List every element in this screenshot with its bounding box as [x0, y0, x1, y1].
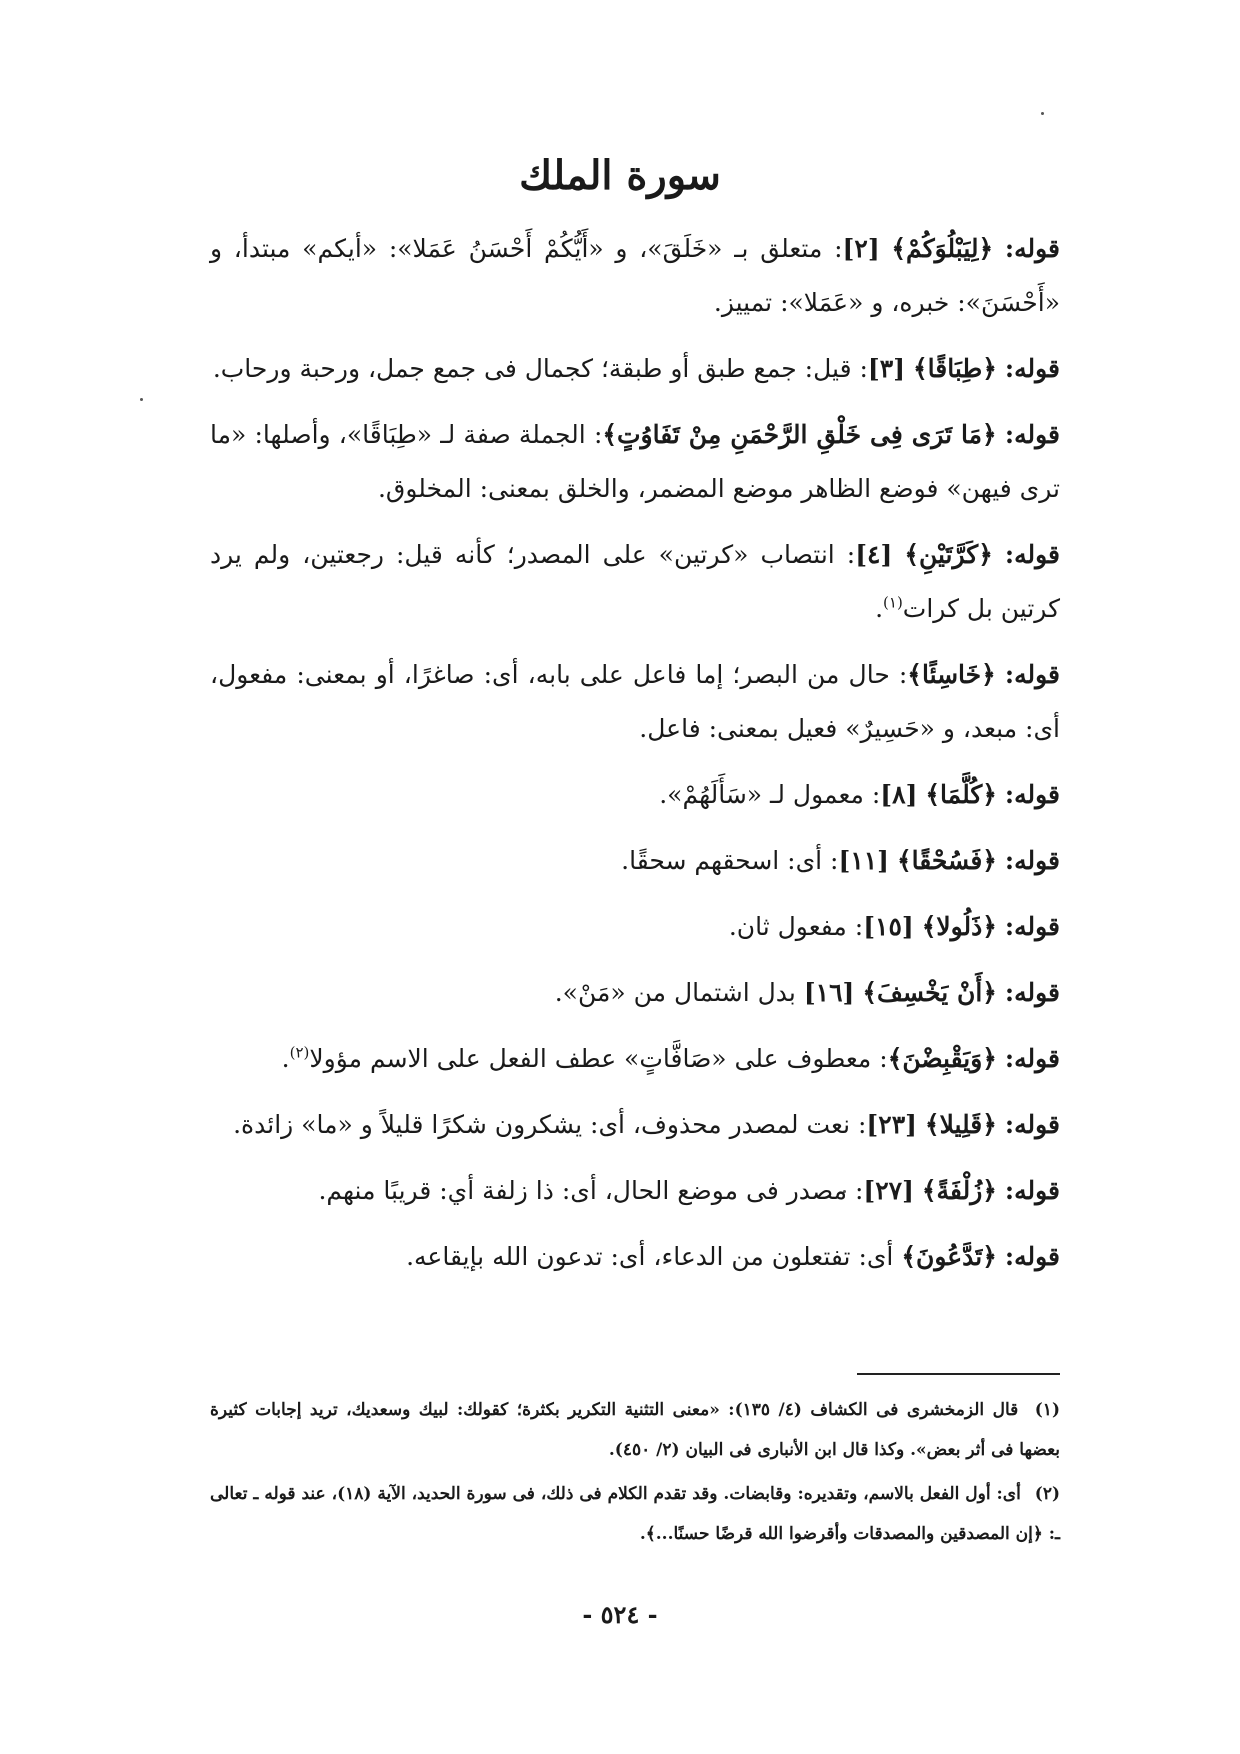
entry-keyword: قوله: [1004, 1044, 1060, 1073]
entry-text: : معطوف على «صَافَّاتٍ» عطف الفعل على الاسم مؤولا [309, 1044, 888, 1073]
entry-verse: ﴿فَسُحْقًا﴾ [896, 846, 997, 875]
footnote-text: قال الزمخشرى فى الكشاف (٤/ ١٣٥): «معنى التثنية التكرير بكثرة؛ كقولك: لبيك وسعديك، تريد إجابات كثيرة بعضها فى أثر بعض». وكذا قال ابن الأنبارى فى البيان (٢/ ٤٥٠). [210, 1400, 1060, 1460]
entry [210, 900, 1060, 954]
scan-speck [140, 398, 143, 401]
entry-verse: ﴿لِيَبْلُوَكُمْ﴾ [891, 234, 994, 263]
entry-keyword: قوله: [1004, 540, 1060, 569]
entry-verse: ﴿ذَلُولا﴾ [921, 912, 997, 941]
entry [210, 768, 1060, 822]
entry-text: : الجملة صفة لـ «طِبَاقًا»، وأصلها: «ما ترى فيهن» فوضع الظاهر موضع المضمر، والخلق بمعنى: المخلوق. [210, 420, 1060, 503]
entry-tail: . [875, 594, 884, 623]
entry-verse: ﴿مَا تَرَى فِى خَلْقِ الرَّحْمَنِ مِنْ تَفَاوُتٍ﴾ [602, 420, 997, 449]
surah-title: سورة الملك [519, 152, 721, 199]
entry-text: بدل اشتمال من «مَنْ». [554, 978, 804, 1007]
entry-ref: [٤] [855, 540, 893, 569]
entry-ref: [٢] [842, 234, 880, 263]
entry-keyword: قوله: [1004, 354, 1060, 383]
footnote-divider [857, 1373, 1060, 1375]
entry-verse: ﴿أَنْ يَخْسِفَ﴾ [862, 978, 997, 1007]
entry-keyword: قوله: [1004, 234, 1061, 263]
entry-ref: [٢٧] [863, 1176, 914, 1205]
footnote-text: أى: أول الفعل بالاسم، وتقديره: وقابضات. وقد تقدم الكلام فى ذلك، فى سورة الحديد، الآية (١٨)، عند قوله ـ تعالى ـ: ﴿إن المصدقين والمصدقات وأقرضوا الله قرضًا حسنًا...﴾. [210, 1484, 1060, 1544]
entry-verse: ﴿زُلْفَةً﴾ [921, 1176, 997, 1205]
footnote [210, 1390, 1060, 1470]
entry-text: : قيل: جمع طبق أو طبقة؛ كجمال فى جمع جمل، ورحبة ورحاب. [212, 354, 868, 383]
entry-text: : حال من البصر؛ إما فاعل على بابه، أى: صاغرًا، أو بمعنى: مفعول، أى: مبعد، و «حَسِيرٌ» فعيل بمعنى: فاعل. [210, 660, 1060, 743]
footnote [210, 1474, 1060, 1554]
entry-ref: [١٦] [803, 978, 855, 1007]
entry-keyword: قوله: [1004, 420, 1060, 449]
commentary-body [210, 222, 1060, 1296]
entry-verse: ﴿تَدَّعُونَ﴾ [901, 1242, 997, 1271]
entry-text: : متعلق بـ «خَلَقَ»، و «أَيُّكُمْ أَحْسَنُ عَمَلا»: «أيكم» مبتدأ، و «أَحْسَنَ»: خبره، و «عَمَلا»: تمييز. [210, 234, 1060, 317]
entry [210, 1164, 1060, 1218]
entry-ref: [٢٣] [866, 1110, 917, 1139]
entry [210, 834, 1060, 888]
entry-keyword: قوله: [1004, 660, 1060, 689]
entry-text: : نعت لمصدر محذوف، أى: يشكرون شكرًا قليلاً و «ما» زائدة. [233, 1110, 867, 1139]
entry [210, 1230, 1060, 1284]
entry-keyword: قوله: [1004, 1242, 1060, 1271]
page-number: - ٥٢٤ - [582, 1600, 658, 1629]
footnotes [210, 1390, 1060, 1558]
entry [210, 1032, 1060, 1086]
entry-ref: [١٥] [863, 912, 914, 941]
footnote-marker[interactable]: (٢) [289, 1043, 310, 1062]
footnote-number: (٢) [1034, 1484, 1060, 1504]
footnote-number: (١) [1034, 1400, 1060, 1420]
entry-text: أى: تفتعلون من الدعاء، أى: تدعون الله بإيقاعه. [406, 1242, 902, 1271]
entry-keyword: قوله: [1004, 1110, 1060, 1139]
entry-verse: ﴿طِبَاقًا﴾ [912, 354, 997, 383]
entry-verse: ﴿وَيَقْبِضْنَ﴾ [887, 1044, 997, 1073]
entry-tail: . [281, 1044, 290, 1073]
entry-keyword: قوله: [1004, 780, 1060, 809]
entry [210, 222, 1060, 330]
entry-verse: ﴿قَلِيلا﴾ [924, 1110, 997, 1139]
entry [210, 342, 1060, 396]
entry [210, 966, 1060, 1020]
entry-text: : مفعول ثان. [728, 912, 864, 941]
entry-keyword: قوله: [1004, 1176, 1060, 1205]
entry-text: : معمول لـ «سَأَلَهُمْ». [659, 780, 881, 809]
entry-ref: [٨] [880, 780, 918, 809]
entry-keyword: قوله: [1004, 978, 1060, 1007]
entry-verse: ﴿كَرَّتَيْنِ﴾ [904, 540, 993, 569]
entry-text: : أى: اسحقهم سحقًا. [621, 846, 839, 875]
entry [210, 408, 1060, 516]
footnote-marker[interactable]: (١) [883, 593, 903, 612]
entry-ref: [١١] [838, 846, 890, 875]
entry-keyword: قوله: [1004, 846, 1060, 875]
entry [210, 648, 1060, 756]
entry-verse: ﴿كُلَّمَا﴾ [925, 780, 997, 809]
entry [210, 528, 1060, 636]
entry-text: : مصدر فى موضع الحال، أى: ذا زلفة أي: قريبًا منهم. [318, 1176, 864, 1205]
entry-verse: ﴿خَاسِئًا﴾ [907, 660, 996, 689]
entry [210, 1098, 1060, 1152]
entry-text: : انتصاب «كرتين» على المصدر؛ كأنه قيل: رجعتين، ولم يرد كرتين بل كرات [210, 540, 1060, 623]
scan-speck [1041, 112, 1044, 115]
entry-ref: [٣] [867, 354, 906, 383]
entry-keyword: قوله: [1004, 912, 1060, 941]
